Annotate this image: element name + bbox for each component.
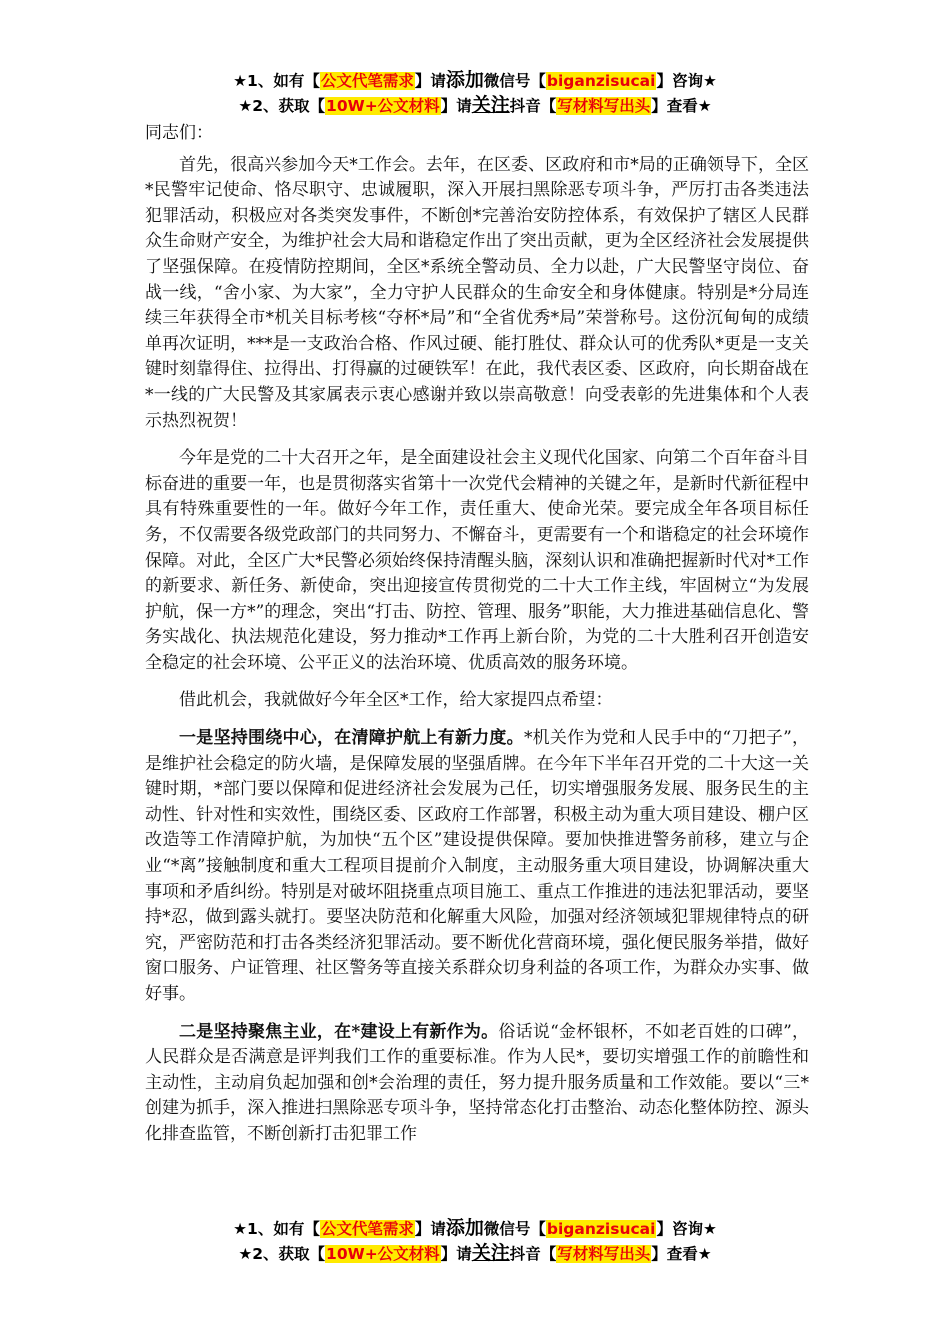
promo-text: 微信号【: [483, 1220, 546, 1238]
promo-text: 】请: [440, 97, 472, 115]
paragraph-text: 俗话说“金杯银杯，不如老百姓的口碑”，人民群众是否满意是评判我们工作的重要标准。作为人民*，要切实增强工作的前瞻性和主动性，主动肩负起加强和创*会治理的责任，努力提升服务质量和工作效能。要以“三*创建为抓手，深入推进扫黑除恶专项斗争，坚持常态化打击整治、动态化整体防控、源头化排查监管，不断创新打击犯罪工作: [145, 1021, 809, 1144]
promo-text: 】请: [440, 1245, 472, 1263]
promo-text: ★2、获取【: [238, 97, 326, 115]
promo-text: 】请: [414, 72, 446, 90]
paragraph-2: [145, 446, 809, 676]
paragraph-text: 首先，很高兴参加今天*工作会。去年，在区委、区政府和市*局的正确领导下，全区*民警牢记使命、恪尽职守、忠诚履职，深入开展扫黑除恶专项斗争，严厉打击各类违法犯罪活动，积极应对各类突发事件，不断创*完善治安防控体系，有效保护了辖区人民群众生命财产安全，为维护社会大局和谐稳定作出了突出贡献，更为全区经济社会发展提供了坚强保障。在疫情防控期间，全区*系统全警动员、全力以赴，广大民警坚守岗位、奋战一线，“舍小家、为大家”，全力守护人民群众的生命安全和身体健康。特别是*分局连续三年获得全市*机关目标考核“夺杯*局”和“全省优秀*局”荣誉称号。这份沉甸甸的成绩单再次证明，***是一支政治合格、作风过硬、能打胜仗、群众认可的优秀队*更是一支关键时刻靠得住、拉得出、打得赢的过硬铁军！在此，我代表区委、区政府，向长期奋战在*一线的广大民警及其家属表示衷心感谢并致以崇高敬意！向受表彰的先进集体和个人表示热烈祝贺！: [145, 154, 809, 431]
paragraph-4: [145, 726, 809, 1008]
promo-text: 】查看★: [651, 1245, 712, 1263]
promo-text: 抖音【: [509, 97, 557, 115]
promo-wechat-id: biganzisucai: [546, 72, 656, 90]
promo-highlight: 公文代笔需求: [320, 72, 414, 90]
paragraph-1: [145, 153, 809, 435]
promo-banner-top: [0, 68, 950, 118]
promo-highlight: 公文代笔需求: [320, 1220, 414, 1238]
promo-text: ★1、如有【: [233, 1220, 320, 1238]
promo-emphasis: 添加: [445, 69, 484, 91]
promo-highlight: 10W+公文材料: [326, 1245, 440, 1263]
promo-highlight: 10W+公文材料: [326, 97, 440, 115]
paragraph-text: *机关作为党和人民手中的“刀把子”，是维护社会稳定的防火墙，是保障发展的坚强盾牌。在今年下半年召开党的二十大这一关键时期，*部门要以保障和促进经济社会发展为己任，切实增强服务发展、服务民生的主动性、针对性和实效性，围绕区委、区政府工作部署，积极主动为重大项目建设、棚户区改造等工作清障护航，为加快“五个区”建设提供保障。要加快推进警务前移，建立与企业“*离”接触制度和重大工程项目提前介入制度，主动服务重大项目建设，协调解决重大事项和矛盾纠纷。特别是对破坏阻挠重点项目施工、重点工作推进的违法犯罪活动，要坚持*忍，做到露头就打。要坚决防范和化解重大风险，加强对经济领域犯罪规律特点的研究，严密防范和打击各类经济犯罪活动。要不断优化营商环境，强化便民服务举措，做好窗口服务、户证管理、社区警务等直接关系群众切身利益的各项工作，为群众办实事、做好事。: [145, 728, 810, 1004]
promo-line-2: [0, 1241, 950, 1266]
paragraph-text: 借此机会，我就做好今年全区*工作，给大家提四点希望：: [179, 690, 613, 711]
paragraph-lead: 一是坚持围绕中心，在清障护航上有新力度。: [179, 728, 524, 749]
promo-emphasis: 添加: [445, 1217, 484, 1239]
promo-text: 】请: [414, 1220, 446, 1238]
promo-text: 】查看★: [651, 97, 712, 115]
document-body: [145, 121, 809, 1160]
promo-text: ★1、如有【: [233, 72, 320, 90]
promo-line-1: [0, 68, 950, 93]
promo-banner-bottom: [0, 1216, 950, 1266]
paragraph-5: [145, 1020, 809, 1148]
promo-text: ★2、获取【: [238, 1245, 326, 1263]
promo-douyin-id: 写材料写出头: [557, 97, 651, 115]
promo-text: 】咨询★: [656, 72, 717, 90]
promo-douyin-id: 写材料写出头: [557, 1245, 651, 1263]
promo-wechat-id: biganzisucai: [546, 1220, 656, 1238]
salutation: 同志们：: [145, 123, 213, 143]
paragraph-lead: 二是坚持聚焦主业，在*建设上有新作为。: [179, 1021, 499, 1042]
promo-emphasis: 关注: [471, 1242, 510, 1264]
paragraph-text: 今年是党的二十大召开之年，是全面建设社会主义现代化国家、向第二个百年奋斗目标奋进的重要一年，也是贯彻落实省第十一次党代会精神的关键之年，是新时代新征程中具有特殊重要性的一年。做好今年工作，责任重大、使命光荣。要完成全年各项目标任务，不仅需要各级党政部门的共同努力、不懈奋斗，更需要有一个和谐稳定的社会环境作保障。对此，全区广大*民警必须始终保持清醒头脑，深刻认识和准确把握新时代对*工作的新要求、新任务、新使命，突出迎接宣传贯彻党的二十大工作主线，牢固树立“为发展护航，保一方*”的理念，突出“打击、防控、管理、服务”职能，大力推进基础信息化、警务实战化、执法规范化建设，努力推动*工作再上新台阶，为党的二十大胜利召开创造安全稳定的社会环境、公平正义的法治环境、优质高效的服务环境。: [145, 448, 809, 673]
promo-line-2: [0, 93, 950, 118]
promo-text: 】咨询★: [656, 1220, 717, 1238]
promo-line-1: [0, 1216, 950, 1241]
promo-text: 微信号【: [483, 72, 546, 90]
paragraph-3: [145, 688, 809, 714]
promo-emphasis: 关注: [471, 94, 510, 116]
promo-text: 抖音【: [509, 1245, 557, 1263]
